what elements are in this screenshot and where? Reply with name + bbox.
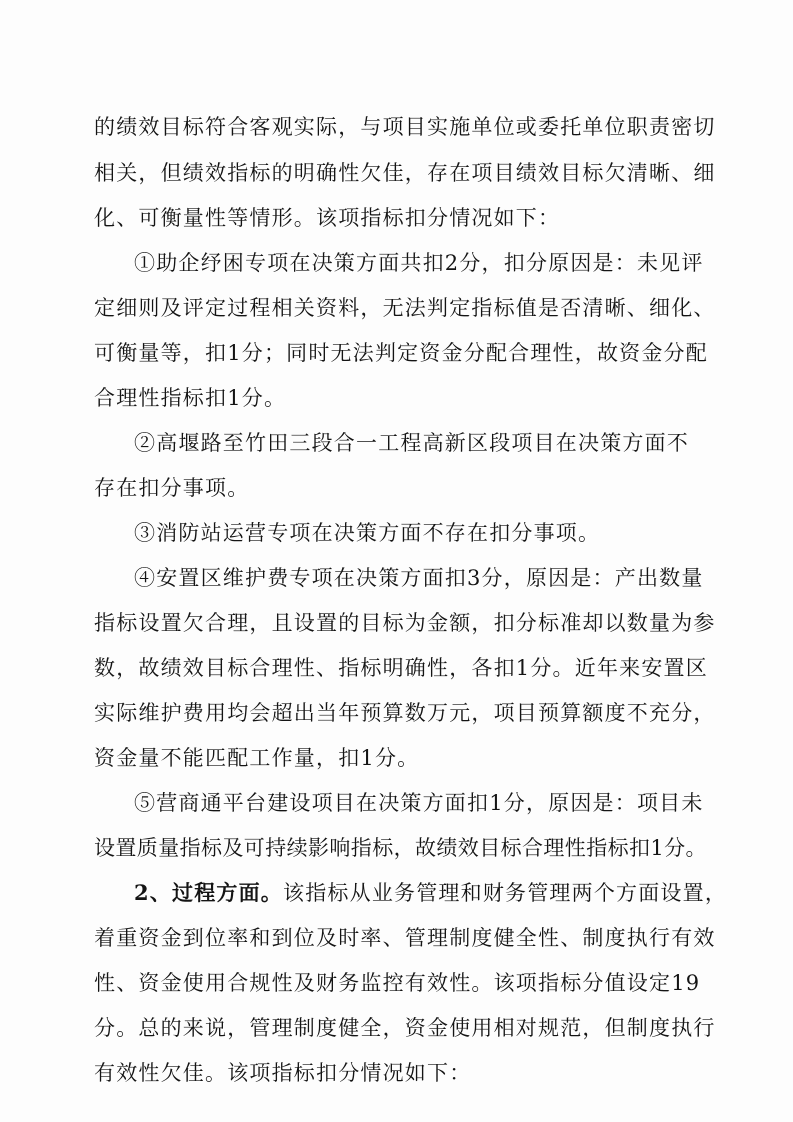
text-line: 的绩效目标符合客观实际，与项目实施单位或委托单位职责密切 xyxy=(94,115,716,139)
text-line: 分。总的来说，管理制度健全，资金使用相对规范，但制度执行 xyxy=(94,1016,716,1040)
text-line: ②高堰路至竹田三段合一工程高新区段项目在决策方面不 xyxy=(134,431,689,455)
section-heading: 2、过程方面。 xyxy=(134,880,284,905)
text-line: ④安置区维护费专项在决策方面扣3分，原因是：产出数量 xyxy=(134,566,704,590)
text-line: ⑤营商通平台建设项目在决策方面扣1分，原因是：项目未 xyxy=(134,791,704,815)
text-line: 相关，但绩效指标的明确性欠佳，存在项目绩效目标欠清晰、细 xyxy=(94,161,716,185)
text-line: 合理性指标扣1分。 xyxy=(94,386,287,410)
text-line: 着重资金到位率和到位及时率、管理制度健全性、制度执行有效 xyxy=(94,926,716,950)
text-line: 可衡量等，扣1分；同时无法判定资金分配合理性，故资金分配 xyxy=(94,341,708,365)
text-line: 指标设置欠合理，且设置的目标为金额，扣分标准却以数量为参 xyxy=(94,611,716,635)
text-line: 定细则及评定过程相关资料，无法判定指标值是否清晰、细化、 xyxy=(94,296,716,320)
section-heading-text: 该指标从业务管理和财务管理两个方面设置， xyxy=(283,881,728,905)
text-line: 性、资金使用合规性及财务监控有效性。该项指标分值设定19 xyxy=(94,971,701,995)
text-line: 有效性欠佳。该项指标扣分情况如下： xyxy=(94,1061,472,1085)
text-line: 资金量不能匹配工作量，扣1分。 xyxy=(94,746,420,770)
text-line: ③消防站运营专项在决策方面不存在扣分事项。 xyxy=(134,521,601,545)
text-line: 实际维护费用均会超出当年预算数万元，项目预算额度不充分， xyxy=(94,701,716,725)
section-heading-line xyxy=(134,879,727,907)
text-line: 数，故绩效目标合理性、指标明确性，各扣1分。近年来安置区 xyxy=(94,656,708,680)
text-line: 化、可衡量性等情形。该项指标扣分情况如下： xyxy=(94,206,561,230)
text-line: ①助企纾困专项在决策方面共扣2分，扣分原因是：未见评 xyxy=(134,251,704,275)
text-line: 设置质量指标及可持续影响指标，故绩效目标合理性指标扣1分。 xyxy=(94,836,707,860)
text-line: 存在扣分事项。 xyxy=(94,476,250,500)
